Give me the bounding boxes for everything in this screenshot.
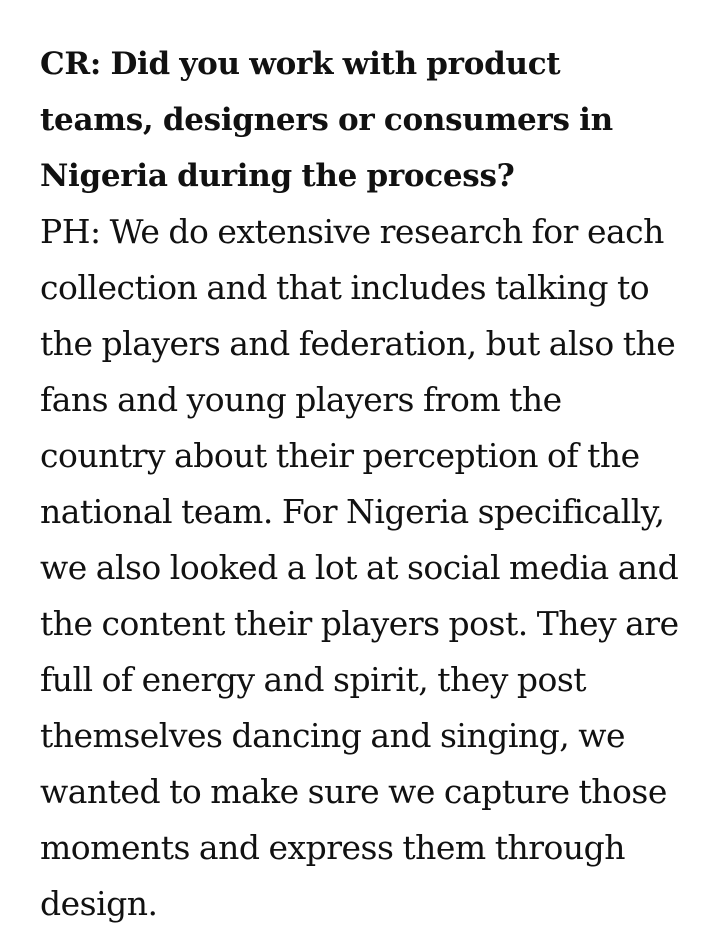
interview-answer: PH: We do extensive research for each collection and that includes talking to the players and federation, but also the fans and young players from the country about their perception of the national team. For Nigeria specifically, we also looked a lot at social media and the content their players post. They are full of energy and spirit, they post themselves dancing and singing, we wanted to make sure we capture those moments and express them through design. bbox=[40, 212, 679, 923]
interview-question: CR: Did you work with product teams, designers or consumers in Nigeria during the process? bbox=[40, 46, 613, 194]
